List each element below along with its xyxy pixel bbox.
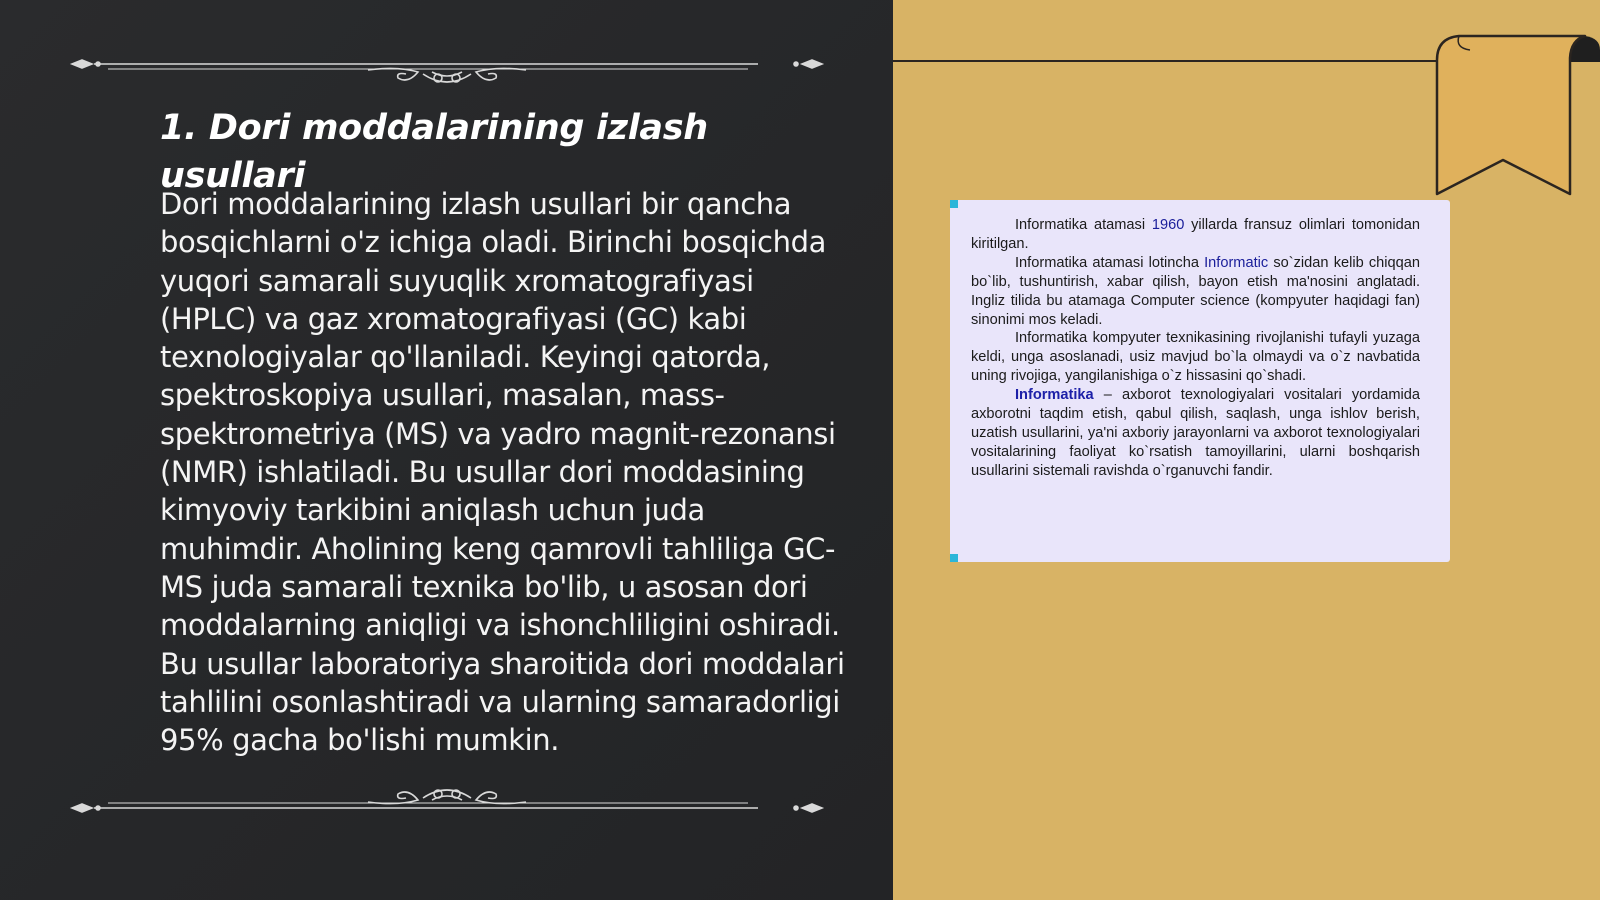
highlight-word: Informatic — [1204, 254, 1269, 271]
card-paragraph-2: Informatika atamasi lotincha Informatic so`zidan kelib chiqqan bo`lib, tushuntirish, xabar qilish, bayon etish ma'nosini anglatadi. Ingliz tilida bu atamaga Computer science (kompyuter haqidagi fan) sinonimi mos keladi. — [971, 254, 1420, 328]
card-corner-accent — [950, 200, 958, 208]
card-paragraph-4: Informatika – axborot texnologiyalari vositalari yordamida axborotni taqdim etish, qabul qilish, saqlash, unga ishlov berish, uzatish usullarini, ya'ni axboriy jarayonlarni va axborot texnologiyalari vositalarining faoliyat ko`rsatish tamoyillarini, ularni boshqarish usullarini sistemali ravishda o`rganuvchi fandir. — [971, 387, 1420, 479]
ribbon-bookmark-icon — [1435, 34, 1600, 200]
slide-title: 1. Dori moddalarining izlash usullari — [160, 108, 708, 196]
card-text-block — [971, 216, 1420, 481]
informatika-text-image — [950, 200, 1450, 562]
right-divider-line — [893, 60, 1439, 62]
card-corner-accent — [950, 554, 958, 562]
slide-body-text: Dori moddalarining izlash usullari bir qancha bosqichlarni o'z ichiga oladi. Birinchi bosqichda yuqori samarali suyuqlik xromatografiyasi (HPLC) va gaz xromatografiyasi (GC) kabi texnologiyalar qo'llaniladi. Keyingi qatorda, spektroskopiya usullari, masalan, mass-spektrometriya (MS) va yadro magnit-rezonansi (NMR) ishlatiladi. Bu usullar dori moddasining kimyoviy tarkibini aniqlash uchun juda muhimdir. Aholining keng qamrovli tahliliga GC-MS juda samarali texnika bo'lib, u asosan dori moddalarning aniqligi va ishonchliligini oshiradi. Bu usullar laboratoriya sharoitida dori moddalari tahlilini osonlashtiradi va ularning samaradorligi 95% gacha bo'lishi mumkin. — [160, 187, 845, 758]
bottom-scroll-ornament-icon — [68, 788, 826, 828]
card-paragraph-3: Informatika kompyuter texnikasining rivojlanishi tufayli yuzaga keldi, unga asoslanadi, usiz mavjud bo`la olmaydi va o`z navbatida uning rivojiga, yangilanishiga o`z hissasini qo`shadi. — [971, 330, 1420, 385]
highlight-term: Informatika — [1015, 387, 1094, 404]
card-paragraph-1: Informatika atamasi 1960 yillarda fransuz olimlari tomonidan kiritilgan. — [971, 217, 1420, 252]
top-scroll-ornament-icon — [68, 48, 826, 88]
highlight-year: 1960 — [1151, 217, 1185, 233]
